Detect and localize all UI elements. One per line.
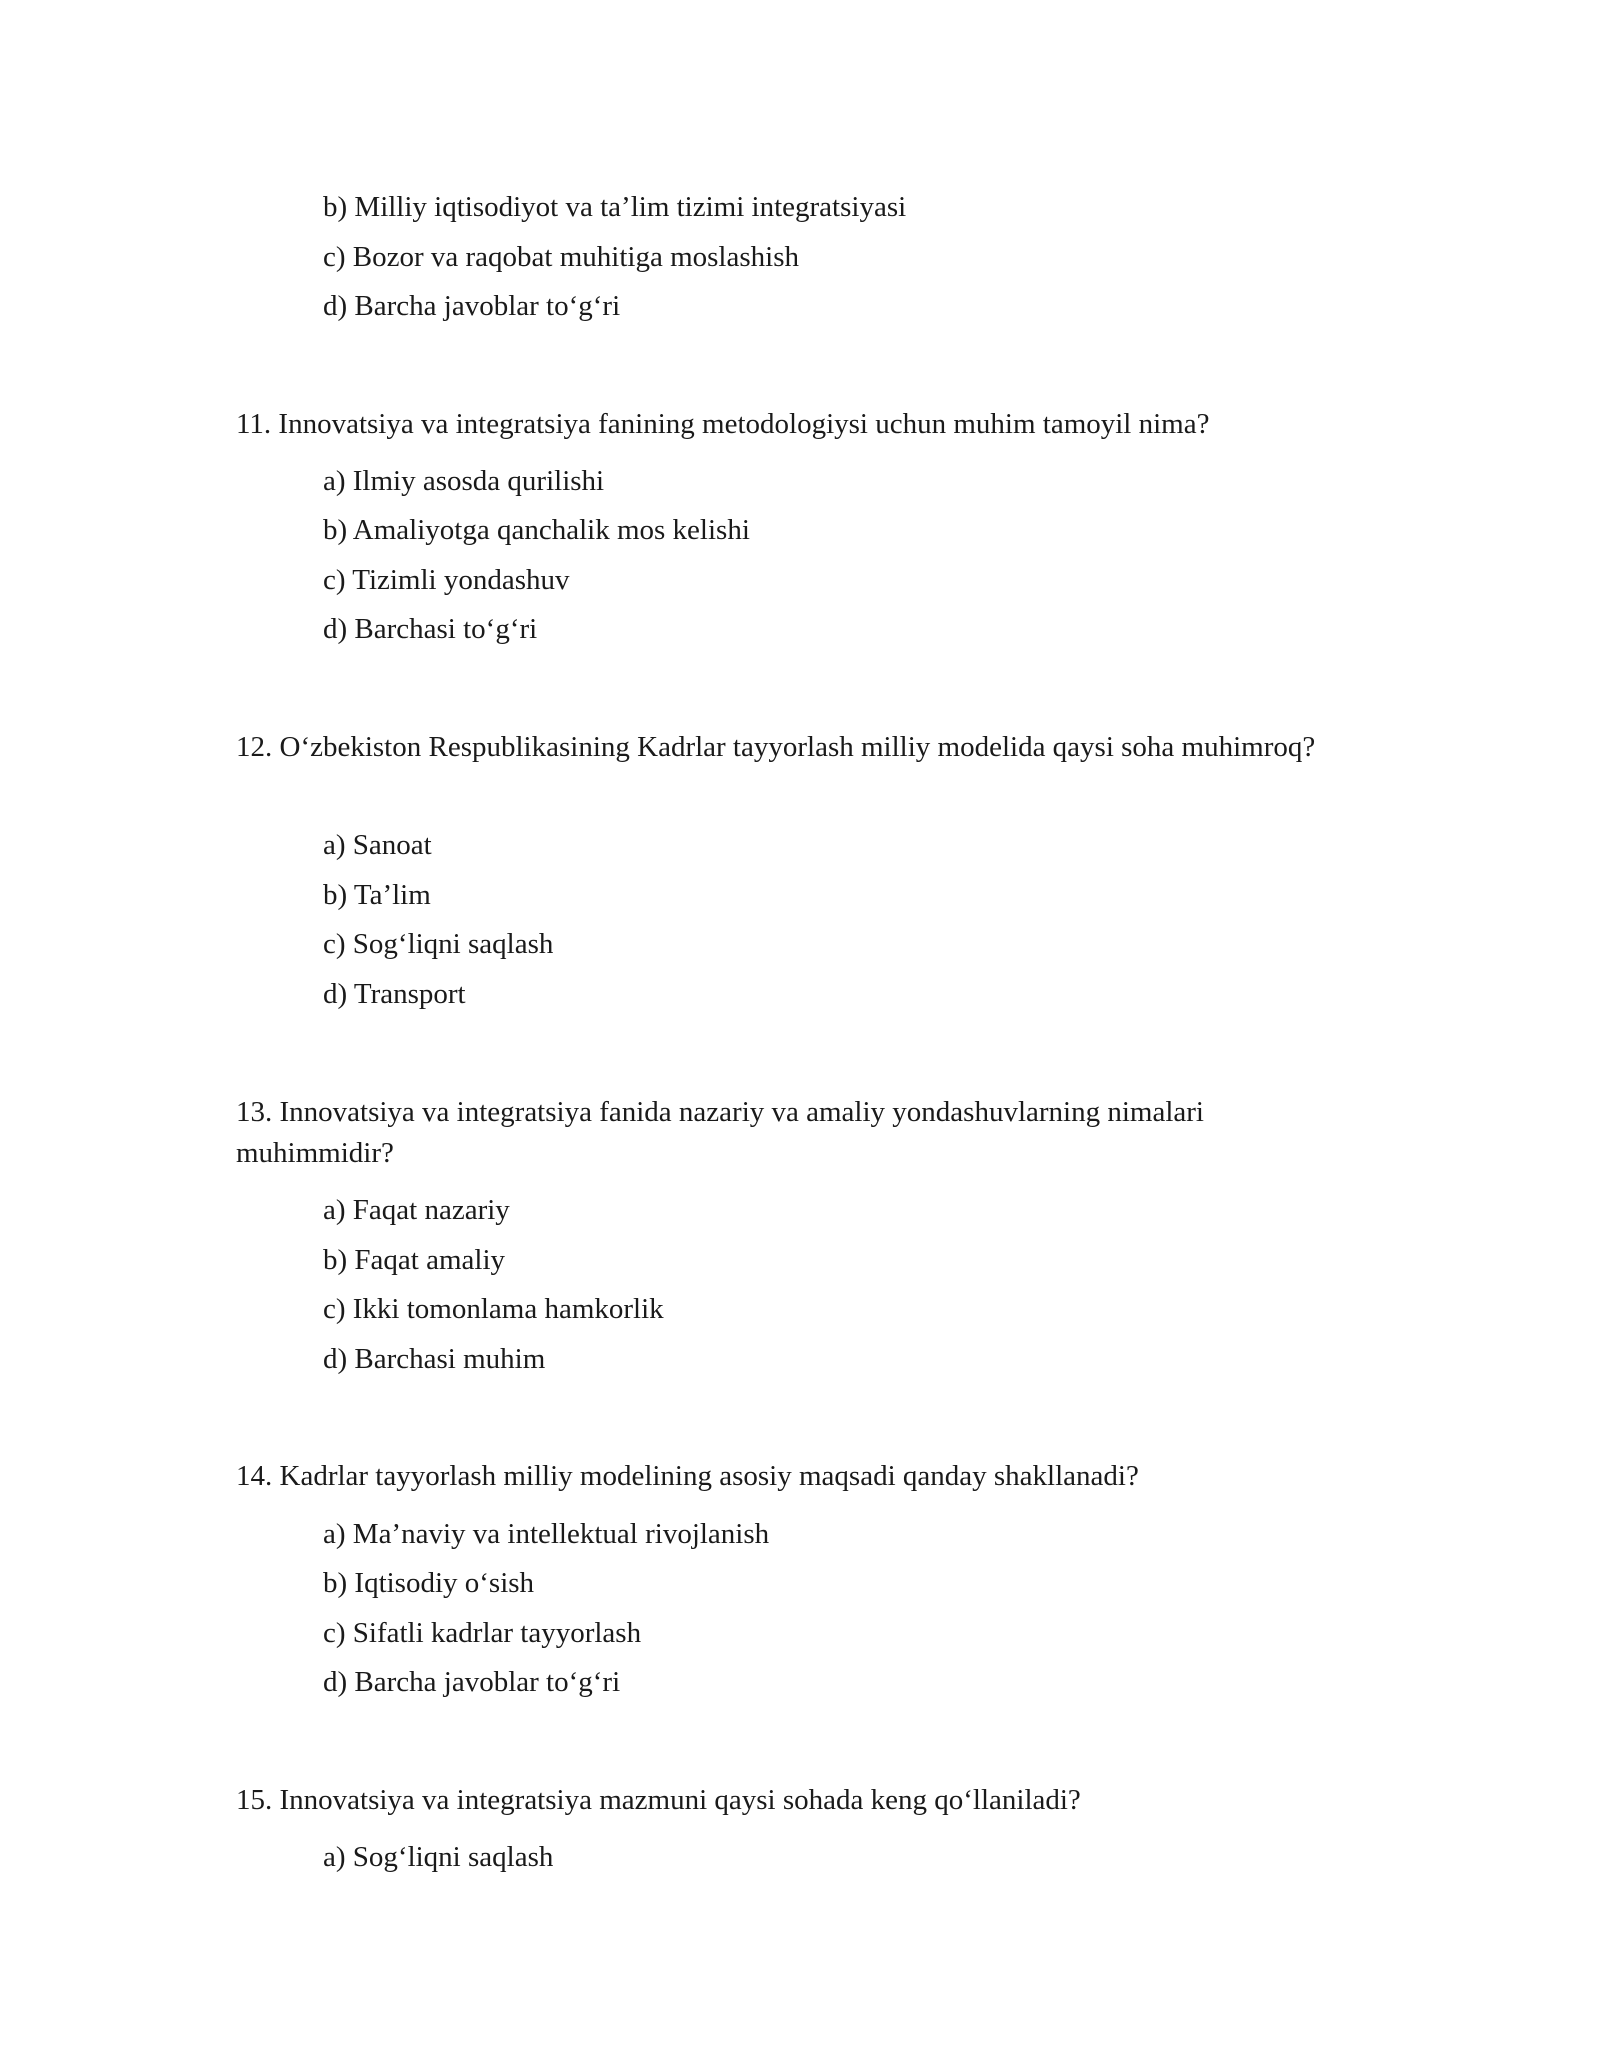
question-text: 11. Innovatsiya va integratsiya fanining metodologiysi uchun muhim tamoyil nima? [236, 408, 1210, 440]
option-d: d) Barchasi to‘g‘ri [323, 613, 538, 645]
option-a: a) Faqat nazariy [323, 1194, 510, 1226]
option-c: c) Sog‘liqni saqlash [323, 928, 554, 960]
option-b: b) Faqat amaliy [323, 1244, 506, 1276]
option-d: d) Barcha javoblar to‘g‘ri [323, 1666, 621, 1698]
option-b: b) Iqtisodiy o‘sish [323, 1567, 535, 1599]
question-text: 15. Innovatsiya va integratsiya mazmuni qaysi sohada keng qo‘llaniladi? [236, 1784, 1081, 1816]
question-text: 13. Innovatsiya va integratsiya fanida nazariy va amaliy yondashuvlarning nimalari muhimmidir? [236, 1096, 1204, 1169]
question-text: 14. Kadrlar tayyorlash milliy modelining asosiy maqsadi qanday shakllanadi? [236, 1460, 1139, 1492]
option-a: a) Sog‘liqni saqlash [323, 1841, 554, 1873]
option-d: d) Transport [323, 978, 466, 1010]
option-a: a) Sanoat [323, 829, 432, 861]
option-a: a) Ma’naviy va intellektual rivojlanish [323, 1518, 770, 1550]
option-d: d) Barcha javoblar to‘g‘ri [323, 290, 621, 322]
option-b: b) Ta’lim [323, 879, 431, 911]
option-c: c) Tizimli yondashuv [323, 564, 570, 596]
option-c: c) Ikki tomonlama hamkorlik [323, 1293, 664, 1325]
option-c: c) Sifatli kadrlar tayyorlash [323, 1617, 642, 1649]
option-c: c) Bozor va raqobat muhitiga moslashish [323, 241, 799, 273]
option-a: a) Ilmiy asosda qurilishi [323, 465, 605, 497]
option-b: b) Milliy iqtisodiyot va ta’lim tizimi integratsiyasi [323, 191, 907, 223]
question-text: 12. O‘zbekiston Respublikasining Kadrlar tayyorlash milliy modelida qaysi soha muhimroq? [236, 731, 1316, 763]
option-d: d) Barchasi muhim [323, 1343, 546, 1375]
option-b: b) Amaliyotga qanchalik mos kelishi [323, 514, 750, 546]
